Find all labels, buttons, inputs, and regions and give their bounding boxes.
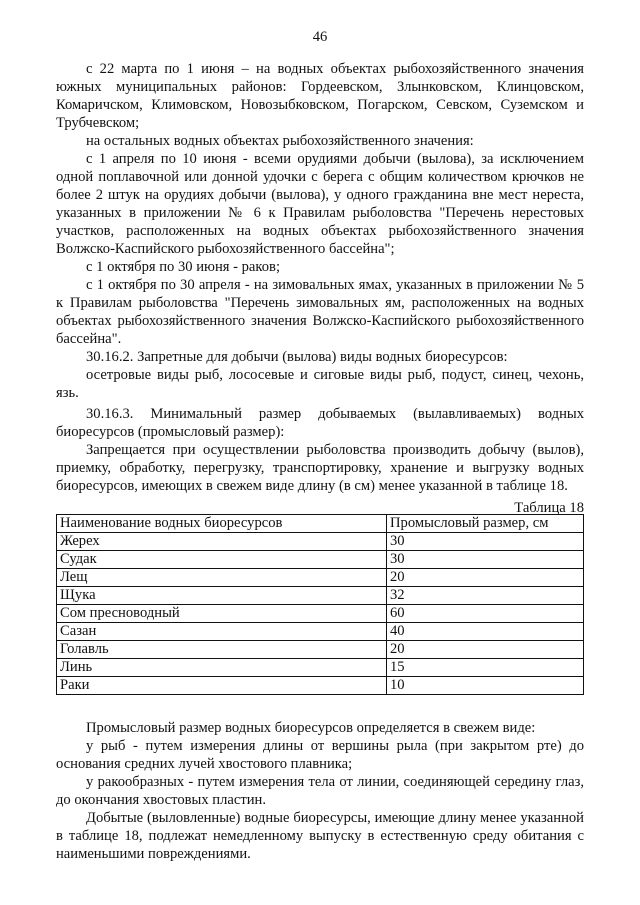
species-cell: Раки [57, 677, 387, 695]
table-row [57, 551, 584, 569]
size-cell: 40 [387, 623, 584, 641]
size-cell: 32 [387, 587, 584, 605]
page-number: 46 [312, 29, 328, 45]
header-size: Промысловый размер, см [387, 515, 584, 533]
paragraph: у ракообразных - путем измерения тела от линии, соединяющей середину глаз, до окончания хвостовых пластин. [56, 774, 584, 808]
paragraph: осетровые виды рыб, лососевые и сиговые виды рыб, подуст, синец, чехонь, язь. [56, 367, 584, 401]
size-cell: 20 [387, 641, 584, 659]
top-text-block [56, 60, 584, 495]
table-row [57, 569, 584, 587]
paragraph: с 22 марта по 1 июня – на водных объектах рыбохозяйственного значения южных муниципальных районов: Гордеевском, Злынковском, Клинцовском, Комаричском, Климовском, Новозыбковском, Погарском, Севском, Суземском и Трубчевском; [56, 61, 584, 131]
species-cell: Лещ [57, 569, 387, 587]
species-cell: Жерех [57, 533, 387, 551]
size-cell: 30 [387, 551, 584, 569]
table-header-row [57, 515, 584, 533]
species-cell: Линь [57, 659, 387, 677]
size-table [56, 514, 584, 695]
species-cell: Сазан [57, 623, 387, 641]
paragraph: с 1 апреля по 10 июня - всеми орудиями добычи (вылова), за исключением одной поплавочной или донной удочки с берега с общим количеством крючков не более 2 штук на орудиях добычи (вылова), у одного гражданина вне мест нереста, указанных в приложении № 6 к Правилам рыболовства "Перечень нерестовых участков, расположенных на водных объектах рыбохозяйственного значения Волжско-Каспийского рыбохозяйственного бассейна"; [56, 151, 584, 257]
table-row [57, 587, 584, 605]
table-row [57, 623, 584, 641]
size-cell: 20 [387, 569, 584, 587]
size-cell: 60 [387, 605, 584, 623]
table-row [57, 677, 584, 695]
paragraph: Запрещается при осуществлении рыболовства производить добычу (вылов), приемку, обработку, перегрузку, транспортировку, хранение и выгрузку водных биоресурсов, имеющих в свежем виде длину (в см) менее указанной в таблице 18. [56, 442, 584, 494]
paragraph: на остальных водных объектах рыбохозяйственного значения: [86, 133, 474, 149]
header-species: Наименование водных биоресурсов [57, 515, 387, 533]
bottom-text-block [56, 719, 584, 863]
species-cell: Судак [57, 551, 387, 569]
species-cell: Щука [57, 587, 387, 605]
table-row [57, 641, 584, 659]
paragraph: 30.16.3. Минимальный размер добываемых (вылавливаемых) водных биоресурсов (промысловый размер): [56, 406, 584, 440]
table-row [57, 605, 584, 623]
table-caption: Таблица 18 [514, 500, 584, 516]
species-cell: Сом пресноводный [57, 605, 387, 623]
paragraph: Добытые (выловленные) водные биоресурсы, имеющие длину менее указанной в таблице 18, подлежат немедленному выпуску в естественную среду обитания с наименьшими повреждениями. [56, 810, 584, 862]
paragraph: с 1 октября по 30 апреля - на зимовальных ямах, указанных в приложении № 5 к Правилам рыболовства "Перечень зимовальных ям, расположенных на водных объектах рыбохозяйственного значения Волжско-Каспийского рыбохозяйственного бассейна". [56, 277, 584, 347]
size-cell: 30 [387, 533, 584, 551]
paragraph: Промысловый размер водных биоресурсов определяется в свежем виде: [86, 720, 536, 736]
table-row [57, 659, 584, 677]
table-row [57, 533, 584, 551]
size-cell: 10 [387, 677, 584, 695]
paragraph: с 1 октября по 30 июня - раков; [86, 259, 281, 275]
paragraph: 30.16.2. Запретные для добычи (вылова) виды водных биоресурсов: [86, 349, 508, 365]
species-cell: Голавль [57, 641, 387, 659]
paragraph: у рыб - путем измерения длины от вершины рыла (при закрытом рте) до основания средних лучей хвостового плавника; [56, 738, 584, 772]
size-cell: 15 [387, 659, 584, 677]
